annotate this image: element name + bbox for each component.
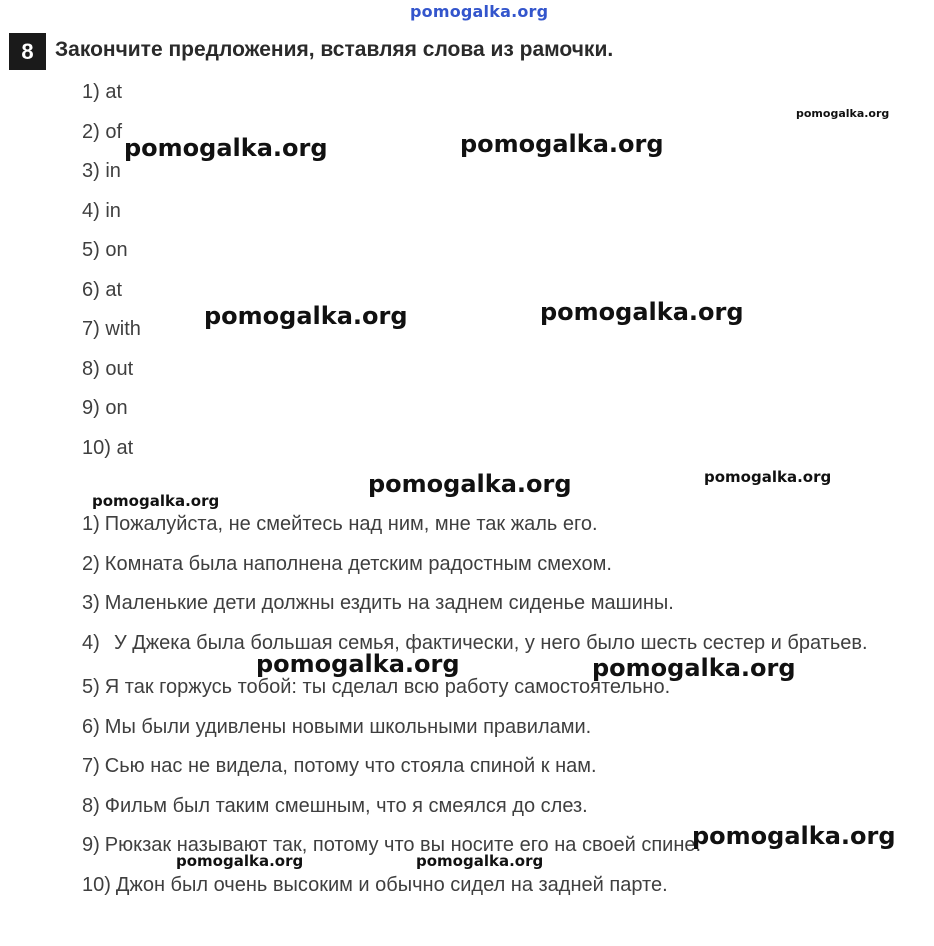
watermark: pomogalka.org: [592, 654, 796, 682]
translation-text: Рюкзак называют так, потому что вы носите его на своей спине.: [104, 834, 702, 856]
translation-number: 6): [82, 715, 100, 738]
watermark: pomogalka.org: [796, 107, 890, 120]
translation-number: 3): [82, 592, 100, 614]
watermark: pomogalka.org: [204, 302, 408, 330]
answer-item: 7) with: [82, 318, 141, 340]
answer-item: 2) of: [82, 120, 123, 143]
watermark: pomogalka.org: [460, 130, 664, 158]
answer-item: 6) at: [82, 278, 123, 301]
answer-item: 9) on: [82, 397, 128, 419]
translation-number: 8): [82, 794, 100, 817]
translation-number: 4): [82, 631, 100, 654]
translation-item: [82, 751, 922, 781]
answer-item: 4) in: [82, 199, 121, 222]
translation-text: Я так горжусь тобой: ты сделал всю работу самостоятельно.: [104, 676, 671, 698]
answer-item: 10) at: [82, 436, 134, 459]
translation-item: [82, 712, 922, 742]
site-header-link[interactable]: pomogalka.org: [410, 2, 549, 21]
translation-item: [82, 672, 922, 702]
translation-number: 9): [82, 834, 100, 856]
answer-item: 1) at: [82, 81, 123, 103]
translation-text: У Джека была большая семья, фактически, у него было шесть сестер и братьев.: [114, 631, 868, 654]
translation-item: [82, 549, 922, 579]
translation-item: [82, 509, 922, 539]
watermark: pomogalka.org: [92, 492, 220, 510]
translation-number: 7): [82, 755, 100, 777]
watermark: pomogalka.org: [540, 298, 744, 326]
translation-item: [82, 870, 922, 900]
watermark: pomogalka.org: [416, 852, 544, 870]
task-number-badge: 8: [9, 33, 46, 70]
answer-item: 5) on: [82, 239, 128, 261]
task-title: Закончите предложения, вставляя слова из рамочки.: [55, 38, 614, 61]
answer-item: 8) out: [82, 357, 134, 380]
watermark: pomogalka.org: [124, 134, 328, 162]
translation-number: 10): [82, 873, 111, 896]
translation-item: [82, 628, 922, 663]
translation-text: Джон был очень высоким и обычно сидел на задней парте.: [115, 873, 668, 896]
watermark: pomogalka.org: [176, 852, 304, 870]
translation-text: Комната была наполнена детским радостным смехом.: [104, 552, 612, 575]
translation-number: 2): [82, 552, 100, 575]
translation-number: 5): [82, 676, 100, 698]
translation-text: Фильм был таким смешным, что я смеялся до слез.: [104, 794, 588, 817]
translation-item: [82, 588, 922, 618]
watermark: pomogalka.org: [256, 650, 460, 678]
translation-text: Пожалуйста, не смейтесь над ним, мне так жаль его.: [104, 513, 598, 535]
answer-item: 3) in: [82, 160, 121, 182]
translation-text: Маленькие дети должны ездить на заднем сиденье машины.: [104, 592, 674, 614]
translation-number: 1): [82, 513, 100, 535]
watermark: pomogalka.org: [704, 468, 832, 486]
watermark: pomogalka.org: [368, 470, 572, 498]
watermark: pomogalka.org: [692, 822, 896, 850]
translation-text: Сью нас не видела, потому что стояла спиной к нам.: [104, 755, 597, 777]
translation-item: [82, 791, 922, 821]
translation-text: Мы были удивлены новыми школьными правилами.: [104, 715, 592, 738]
